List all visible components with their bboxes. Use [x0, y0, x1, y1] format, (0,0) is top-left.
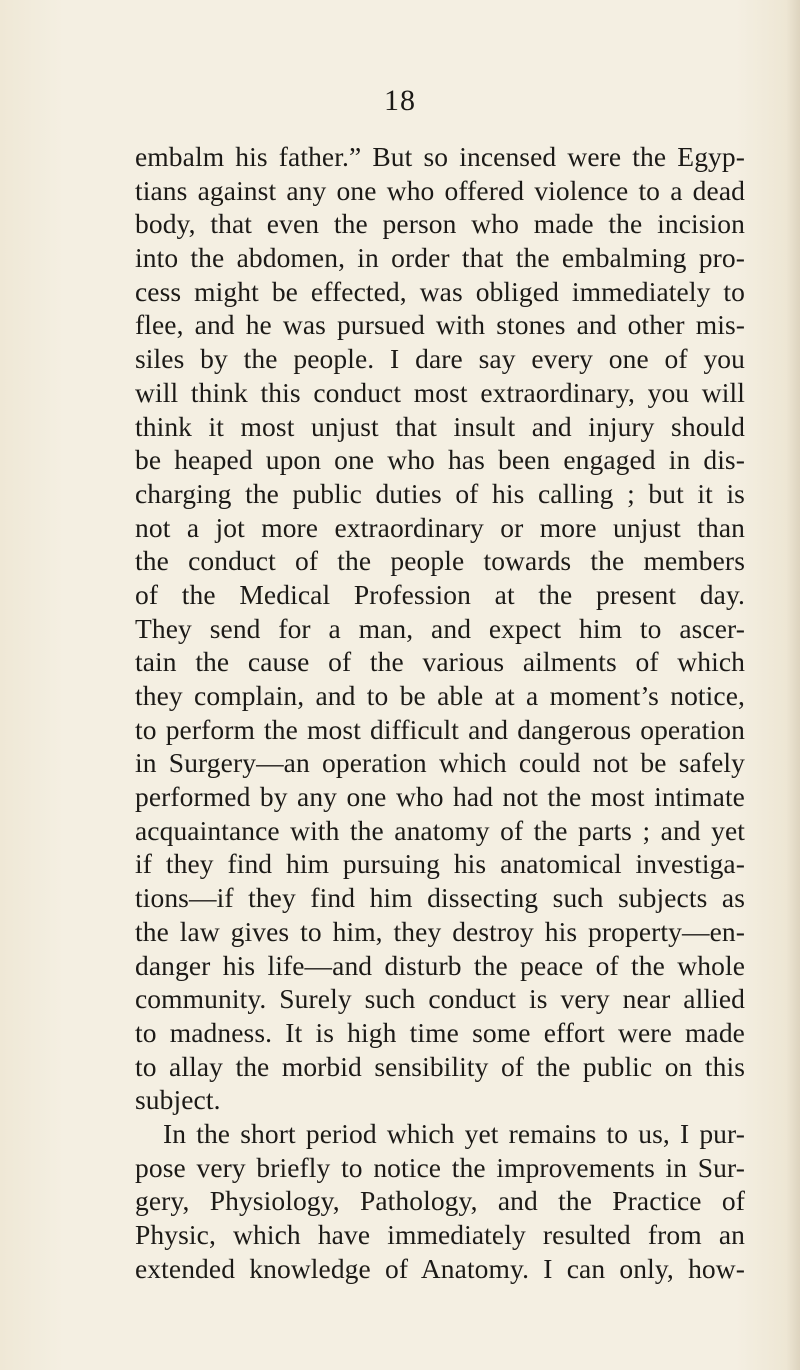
text-line: if they find him pursuing his anatomical investiga-: [135, 848, 745, 880]
text-line: They send for a man, and expect him to ascer-: [135, 612, 745, 644]
text-line: danger his life—and disturb the peace of the whole: [135, 949, 745, 981]
text-line: tain the cause of the various ailments of which: [135, 646, 745, 678]
text-line: be heaped upon one who has been engaged in dis-: [135, 444, 745, 476]
text-line: acquaintance with the anatomy of the parts ; and yet: [135, 814, 745, 846]
text-line: to madness. It is high time some effort were made: [135, 1016, 745, 1048]
text-line: body, that even the person who made the incision: [135, 208, 745, 240]
text-line: siles by the people. I dare say every one of you: [135, 343, 745, 375]
text-line: the law gives to him, they destroy his property—en-: [135, 915, 745, 947]
page-number: 18: [384, 84, 416, 117]
text-line: of the Medical Profession at the present day.: [135, 578, 745, 610]
text-line: to allay the morbid sensibility of the public on this: [135, 1050, 745, 1082]
text-line: flee, and he was pursued with stones and other mis-: [135, 309, 745, 341]
text-line: pose very briefly to notice the improvements in Sur-: [135, 1151, 745, 1183]
text-line: the conduct of the people towards the members: [135, 545, 745, 577]
text-line: Physic, which have immediately resulted from an: [135, 1219, 745, 1250]
text-line: not a jot more extraordinary or more unjust than: [135, 511, 745, 543]
text-line: charging the public duties of his calling ; but it is: [135, 477, 745, 509]
body-text: [135, 140, 745, 1285]
text-line: will think this conduct most extraordinary, you will: [135, 376, 745, 408]
text-line: think it most unjust that insult and injury should: [135, 410, 745, 442]
text-line-paragraph-end: subject.: [135, 1084, 221, 1116]
text-line: tians against any one who offered violence to a dead: [135, 174, 745, 206]
text-line: tions—if they find him dissecting such subjects as: [135, 882, 745, 914]
page-edge-shadow: [786, 0, 800, 1370]
text-line: extended knowledge of Anatomy. I can only, how-: [135, 1252, 745, 1284]
text-line: embalm his father.” But so incensed were the Egyp-: [135, 141, 745, 172]
text-line: in Surgery—an operation which could not be safely: [135, 747, 745, 779]
text-line-paragraph-start: In the short period which yet remains to us, I pur-: [163, 1117, 745, 1149]
text-line: performed by any one who had not the most intimate: [135, 781, 745, 813]
text-line: cess might be effected, was obliged immediately to: [135, 275, 745, 307]
text-line: gery, Physiology, Pathology, and the Practice of: [135, 1185, 745, 1217]
text-line: into the abdomen, in order that the embalming pro-: [135, 242, 745, 274]
text-line: they complain, and to be able at a moment’s notice,: [135, 680, 745, 711]
text-line: community. Surely such conduct is very near allied: [135, 983, 745, 1015]
text-line: to perform the most difficult and dangerous operation: [135, 713, 745, 745]
